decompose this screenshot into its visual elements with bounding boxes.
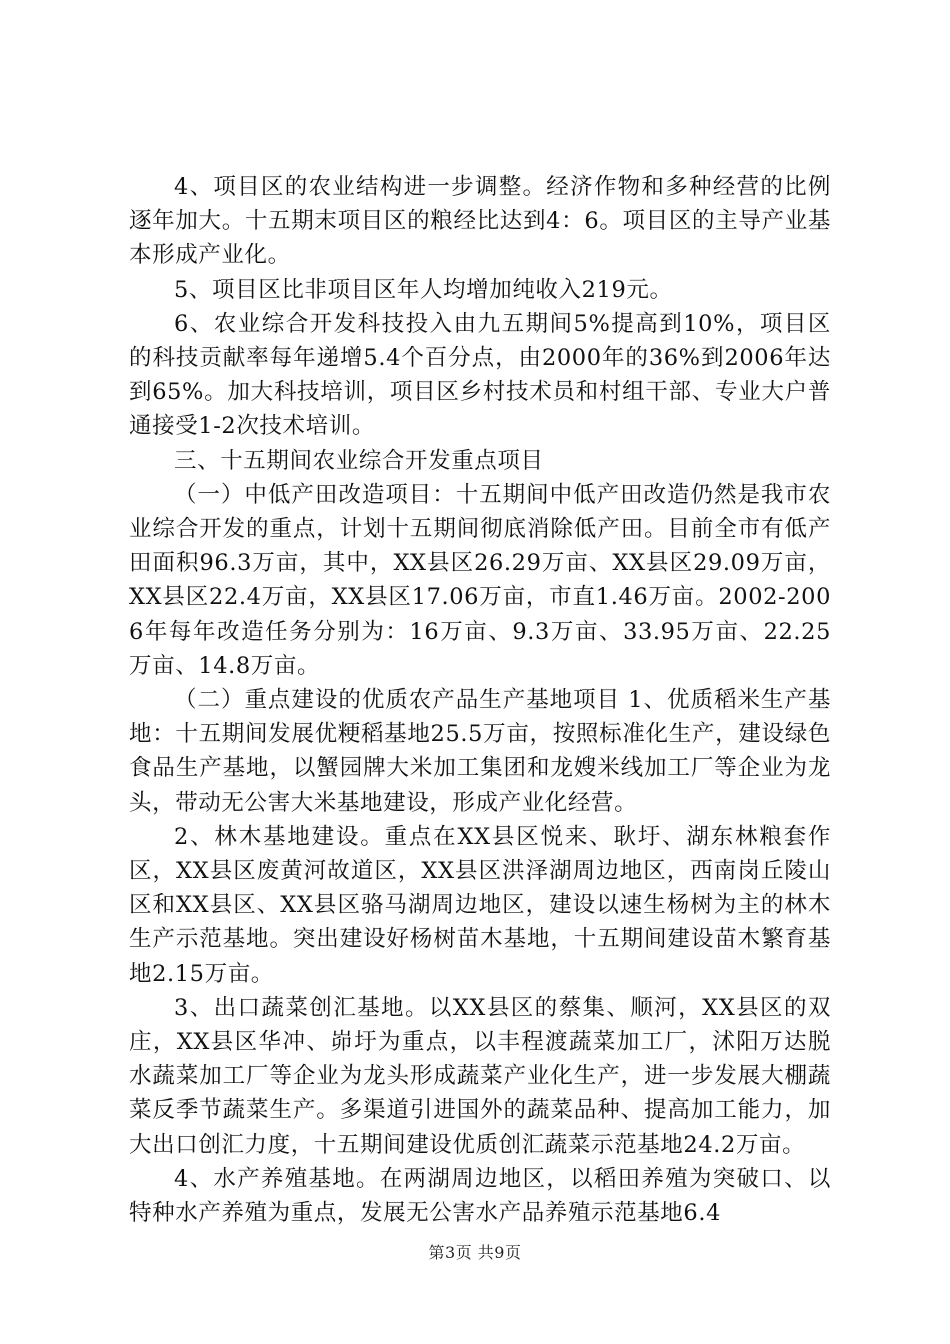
- paragraph-low-yield-field-project: （一）中低产田改造项目：十五期间中低产田改造仍然是我市农业综合开发的重点，计划十五期间彻底消除低产田。目前全市有低产田面积96.3万亩，其中，XX县区26.29万亩、XX县区29.09万亩，XX县区22.4万亩，XX县区17.06万亩，市直1.46万亩。2002-2006年每年改造任务分别为：16万亩、9.3万亩、33.95万亩、22.25万亩、14.8万亩。: [129, 481, 831, 679]
- document-body: [129, 170, 831, 1230]
- paragraph-item-5-income: 5、项目区比非项目区年人均增加纯收入219元。: [174, 276, 673, 303]
- paragraph-vegetable-export-base: 3、出口蔬菜创汇基地。以XX县区的蔡集、顺河，XX县区的双庄，XX县区华冲、峁圩为重点，以丰程渡蔬菜加工厂，沭阳万达脱水蔬菜加工厂等企业为龙头形成蔬菜产业化生产，进一步发展大棚蔬菜反季节蔬菜生产。多渠道引进国外的蔬菜品种、提高加工能力，加大出口创汇力度，十五期间建设优质创汇蔬菜示范基地24.2万亩。: [129, 994, 831, 1158]
- paragraph-item-4-structure: 4、项目区的农业结构进一步调整。经济作物和多种经营的比例逐年加大。十五期末项目区的粮经比达到4：6。项目区的主导产业基本形成产业化。: [129, 174, 831, 269]
- paragraph-production-base-project: （二）重点建设的优质农产品生产基地项目 1、优质稻米生产基地：十五期间发展优粳稻基地25.5万亩，按照标准化生产，建设绿色食品生产基地，以蟹园牌大米加工集团和龙嫂米线加工厂等企业为龙头，带动无公害大米基地建设，形成产业化经营。: [129, 687, 831, 816]
- paragraph-forestry-base: 2、林木基地建设。重点在XX县区悦来、耿圩、湖东林粮套作区，XX县区废黄河故道区，XX县区洪泽湖周边地区，西南岗丘陵山区和XX县区、XX县区骆马湖周边地区，建设以速生杨树为主的林木生产示范基地。突出建设好杨树苗木基地，十五期间建设苗木繁育基地2.15万亩。: [129, 823, 831, 987]
- paragraph-aquaculture-base: 4、水产养殖基地。在两湖周边地区，以稻田养殖为突破口、以特种水产养殖为重点，发展无公害水产品养殖示范基地6.4: [129, 1165, 831, 1227]
- section-heading-key-projects: 三、十五期间农业综合开发重点项目: [174, 447, 544, 474]
- page-number-footer: 第3页 共9页: [428, 1243, 522, 1262]
- paragraph-item-6-technology: 6、农业综合开发科技投入由九五期间5%提高到10%，项目区的科技贡献率每年递增5.4个百分点，由2000年的36%到2006年达到65%。加大科技培训，项目区乡村技术员和村组干部、专业大户普通接受1-2次技术培训。: [129, 310, 831, 440]
